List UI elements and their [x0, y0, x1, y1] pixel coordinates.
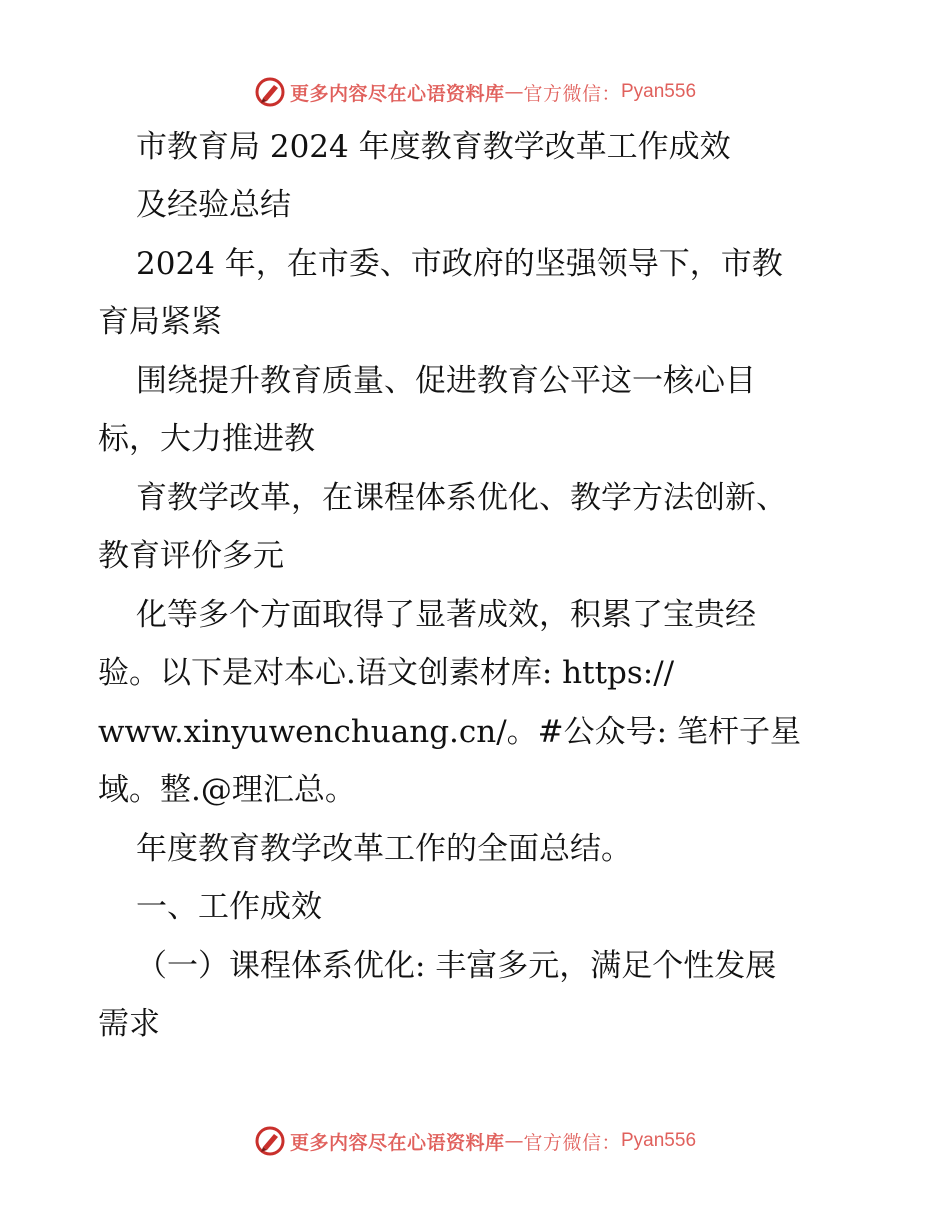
text-line: 需求 [98, 1006, 160, 1042]
banner-sub-text: 官方微信： [523, 1131, 621, 1154]
banner-dash: — [504, 1130, 524, 1152]
banner-main-text: 更多内容尽在心语资料库 [289, 1131, 505, 1154]
section-heading: 一、工作成效 [136, 889, 322, 925]
text-line: 教育评价多元 [98, 538, 284, 574]
banner-dash: — [504, 81, 524, 103]
pen-logo-icon [254, 1125, 286, 1157]
text-line: 化等多个方面取得了显著成效，积累了宝贵经 [136, 597, 756, 633]
subsection-heading: （一）课程体系优化: 丰富多元，满足个性发展 [136, 948, 777, 984]
text-line: 2024 年，在市委、市政府的坚强领导下，市教 [136, 246, 783, 282]
banner-wechat-id: Pyan556 [621, 1130, 697, 1151]
text-line: 围绕提升教育质量、促进教育公平这一核心目 [136, 363, 756, 399]
banner-wechat-id: Pyan556 [621, 81, 697, 102]
text-line: www.xinyuwenchuang.cn/。#公众号: 笔杆子星 [98, 714, 801, 750]
text-line: 标，大力推进教 [98, 421, 315, 457]
text-line: 年度教育教学改革工作的全面总结。 [136, 831, 632, 867]
footer-banner [0, 1121, 950, 1161]
text-line: 验。以下是对本心.语文创素材库: https:// [98, 655, 675, 691]
banner-main-text: 更多内容尽在心语资料库 [289, 82, 505, 105]
text-line: 育教学改革，在课程体系优化、教学方法创新、 [136, 480, 787, 516]
header-banner [0, 72, 950, 112]
text-line: 育局紧紧 [98, 304, 222, 340]
banner-sub-text: 官方微信： [523, 82, 621, 105]
pen-logo-icon [254, 76, 286, 108]
text-line: 及经验总结 [136, 187, 291, 223]
text-line: 市教育局 2024 年度教育教学改革工作成效 [136, 129, 731, 165]
text-line: 域。整.@理汇总。 [98, 772, 356, 808]
